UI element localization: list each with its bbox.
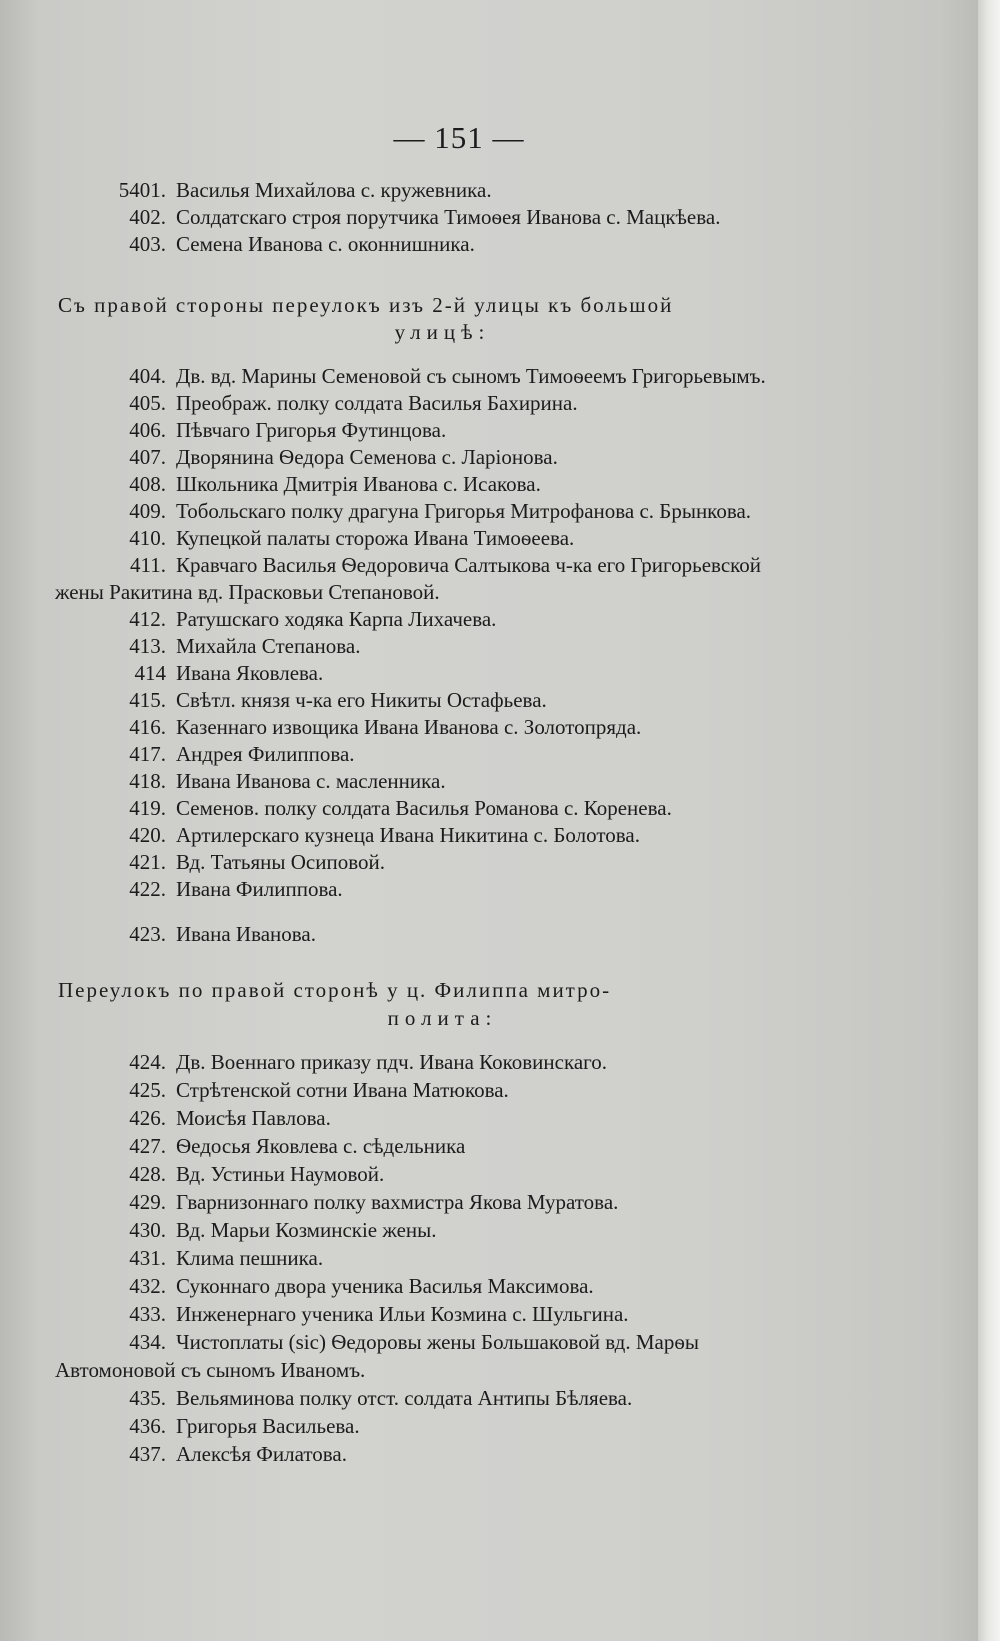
entry-number: 431.: [129, 1246, 166, 1270]
entry-number: 413.: [129, 634, 166, 658]
list-item: [0, 1160, 960, 1188]
list-item: [0, 443, 960, 471]
entry-number: 435.: [129, 1386, 166, 1410]
list-item: [0, 1244, 960, 1272]
entry-number: 428.: [129, 1162, 166, 1186]
entry-text: Артилерскаго кузнеца Ивана Никитина с. Болотова.: [176, 823, 640, 847]
entry-text: Кравчаго Василья Ѳедоровича Салтыкова ч-ка его Григорьевской: [176, 553, 762, 577]
entry-text: Семена Иванова с. оконнишника.: [176, 232, 475, 256]
entry-text: Алексѣя Филатова.: [176, 1442, 347, 1466]
entry-text: Казеннаго извощика Ивана Иванова с. Золотопряда.: [176, 715, 642, 739]
list-item: [0, 821, 960, 849]
entry-text: Дв. вд. Марины Семеновой съ сыномъ Тимоѳеемъ Григорьевымъ.: [176, 364, 766, 388]
section-heading-line: Съ правой стороны переулокъ изъ 2-й улицы къ большой: [58, 293, 674, 317]
entry-text: Дворянина Ѳедора Семенова с. Ларіонова.: [176, 445, 558, 469]
entry-number: 437.: [129, 1442, 166, 1466]
list-item: [0, 767, 960, 795]
entry-number: 429.: [129, 1190, 166, 1214]
list-item: [0, 713, 960, 741]
entry-number: 427.: [129, 1134, 166, 1158]
entry-number: 421.: [129, 850, 166, 874]
entry-number: 402.: [129, 205, 166, 229]
entry-number: 434.: [129, 1330, 166, 1354]
entry-text: Дв. Военнаго приказу пдч. Ивана Коковинскаго.: [176, 1050, 608, 1074]
entry-text: Школьника Дмитрія Иванова с. Исакова.: [176, 472, 541, 496]
entry-number: 410.: [129, 526, 166, 550]
entry-number: 425.: [129, 1078, 166, 1102]
section-heading-line: улицѣ:: [394, 320, 491, 344]
list-item: [0, 632, 960, 660]
list-item: [0, 920, 960, 948]
entry-text: Купецкой палаты сторожа Ивана Тимоѳеева.: [176, 526, 575, 550]
entry-number: 415.: [129, 688, 166, 712]
list-item: [0, 203, 960, 231]
entry-text: Суконнаго двора ученика Василья Максимова.: [176, 1274, 594, 1298]
list-item: [0, 1272, 960, 1300]
entry-number: 408.: [129, 472, 166, 496]
list-item: [0, 1440, 960, 1468]
list-item: [0, 1076, 960, 1104]
list-item: [0, 1104, 960, 1132]
entry-number: 433.: [129, 1302, 166, 1326]
list-item: [0, 470, 960, 498]
list-item: [0, 551, 960, 579]
list-item: [0, 1188, 960, 1216]
entry-number: 420.: [129, 823, 166, 847]
list-item: [0, 1412, 960, 1440]
entry-number: 432.: [129, 1274, 166, 1298]
entry-number: 423.: [129, 922, 166, 946]
section-heading-line: полита:: [387, 1006, 498, 1030]
entry-number: 436.: [129, 1414, 166, 1438]
entry-number: 419.: [129, 796, 166, 820]
entry-text: Клима пешника.: [176, 1246, 324, 1270]
entry-number: 404.: [129, 364, 166, 388]
list-item: [0, 416, 960, 444]
entry-number: 422.: [129, 877, 166, 901]
entry-continuation: жены Ракитина вд. Прасковьи Степановой.: [55, 580, 440, 604]
entry-number: 412.: [129, 607, 166, 631]
entry-text: Семенов. полку солдата Василья Романова с. Коренева.: [176, 796, 672, 820]
entry-text: Пѣвчаго Григорья Футинцова.: [176, 418, 447, 442]
entry-text: Вельяминова полку отст. солдата Антипы Бѣляева.: [176, 1386, 633, 1410]
entry-text: Михайла Степанова.: [176, 634, 361, 658]
entry-number: 430.: [129, 1218, 166, 1242]
entry-text: Преображ. полку солдата Василья Бахирина.: [176, 391, 578, 415]
list-item: [0, 659, 960, 687]
entry-text: Ивана Иванова с. масленника.: [176, 769, 446, 793]
entry-text: Инженернаго ученика Ильи Козмина с. Шульгина.: [176, 1302, 629, 1326]
entry-continuation: Автомоновой съ сыномъ Иваномъ.: [55, 1358, 366, 1382]
entry-number: 407.: [129, 445, 166, 469]
entry-number: 417.: [129, 742, 166, 766]
entry-number: 405.: [129, 391, 166, 415]
list-item: [0, 362, 960, 390]
entry-text: Солдатскаго строя порутчика Тимоѳея Иванова с. Мацкѣева.: [176, 205, 721, 229]
entry-number: 424.: [129, 1050, 166, 1074]
entry-text: Ивана Яковлева.: [176, 661, 324, 685]
entry-text: Ивана Филиппова.: [176, 877, 343, 901]
list-item: [0, 389, 960, 417]
entry-number: 416.: [129, 715, 166, 739]
list-item: [0, 230, 960, 258]
entry-text: Ратушскаго ходяка Карпа Лихачева.: [176, 607, 497, 631]
list-item: [0, 794, 960, 822]
entry-number: 406.: [129, 418, 166, 442]
entry-text: Свѣтл. князя ч-ка его Никиты Остафьева.: [176, 688, 547, 712]
entry-text: Ѳедосья Яковлева с. сѣдельника: [176, 1134, 466, 1158]
entry-number: 411.: [130, 553, 166, 577]
list-item: [0, 497, 960, 525]
list-item: [0, 1300, 960, 1328]
entry-text: Василья Михайлова с. кружевника.: [176, 178, 492, 202]
entry-number: 418.: [129, 769, 166, 793]
list-item: [0, 1132, 960, 1160]
entry-text: Вд. Устиньи Наумовой.: [176, 1162, 385, 1186]
entry-number: 403.: [129, 232, 166, 256]
entry-number: 414: [134, 661, 166, 685]
entry-number: 426.: [129, 1106, 166, 1130]
page-edge: [978, 0, 1000, 1641]
entry-text: Вд. Татьяны Осиповой.: [176, 850, 385, 874]
list-item: [0, 1328, 960, 1356]
entry-number: 409.: [129, 499, 166, 523]
entry-text: Вд. Марьи Козминскіе жены.: [176, 1218, 437, 1242]
section-heading-line: Переулокъ по правой сторонѣ у ц. Филиппа митро-: [58, 978, 612, 1002]
entry-text: Чистоплаты (sic) Ѳедоровы жены Большаковой вд. Марѳы: [176, 1330, 699, 1354]
entry-text: Гварнизоннаго полку вахмистра Якова Муратова.: [176, 1190, 619, 1214]
list-item: [0, 875, 960, 903]
list-item: [0, 1384, 960, 1412]
list-item: [0, 605, 960, 633]
entry-text: Стрѣтенской сотни Ивана Матюкова.: [176, 1078, 509, 1102]
entry-number: 5401.: [118, 178, 166, 202]
list-item: [0, 176, 960, 204]
page-number: — 151 —: [393, 120, 525, 155]
list-item: [0, 686, 960, 714]
list-item: [0, 1216, 960, 1244]
entry-text: Моисѣя Павлова.: [176, 1106, 331, 1130]
list-item: [0, 1048, 960, 1076]
list-item: [0, 740, 960, 768]
entry-text: Григорья Васильева.: [176, 1414, 360, 1438]
entry-text: Андрея Филиппова.: [176, 742, 355, 766]
entry-text: Тобольскаго полку драгуна Григорья Митрофанова с. Брынкова.: [176, 499, 752, 523]
list-item: [0, 848, 960, 876]
list-item: [0, 524, 960, 552]
entry-text: Ивана Иванова.: [176, 922, 317, 946]
